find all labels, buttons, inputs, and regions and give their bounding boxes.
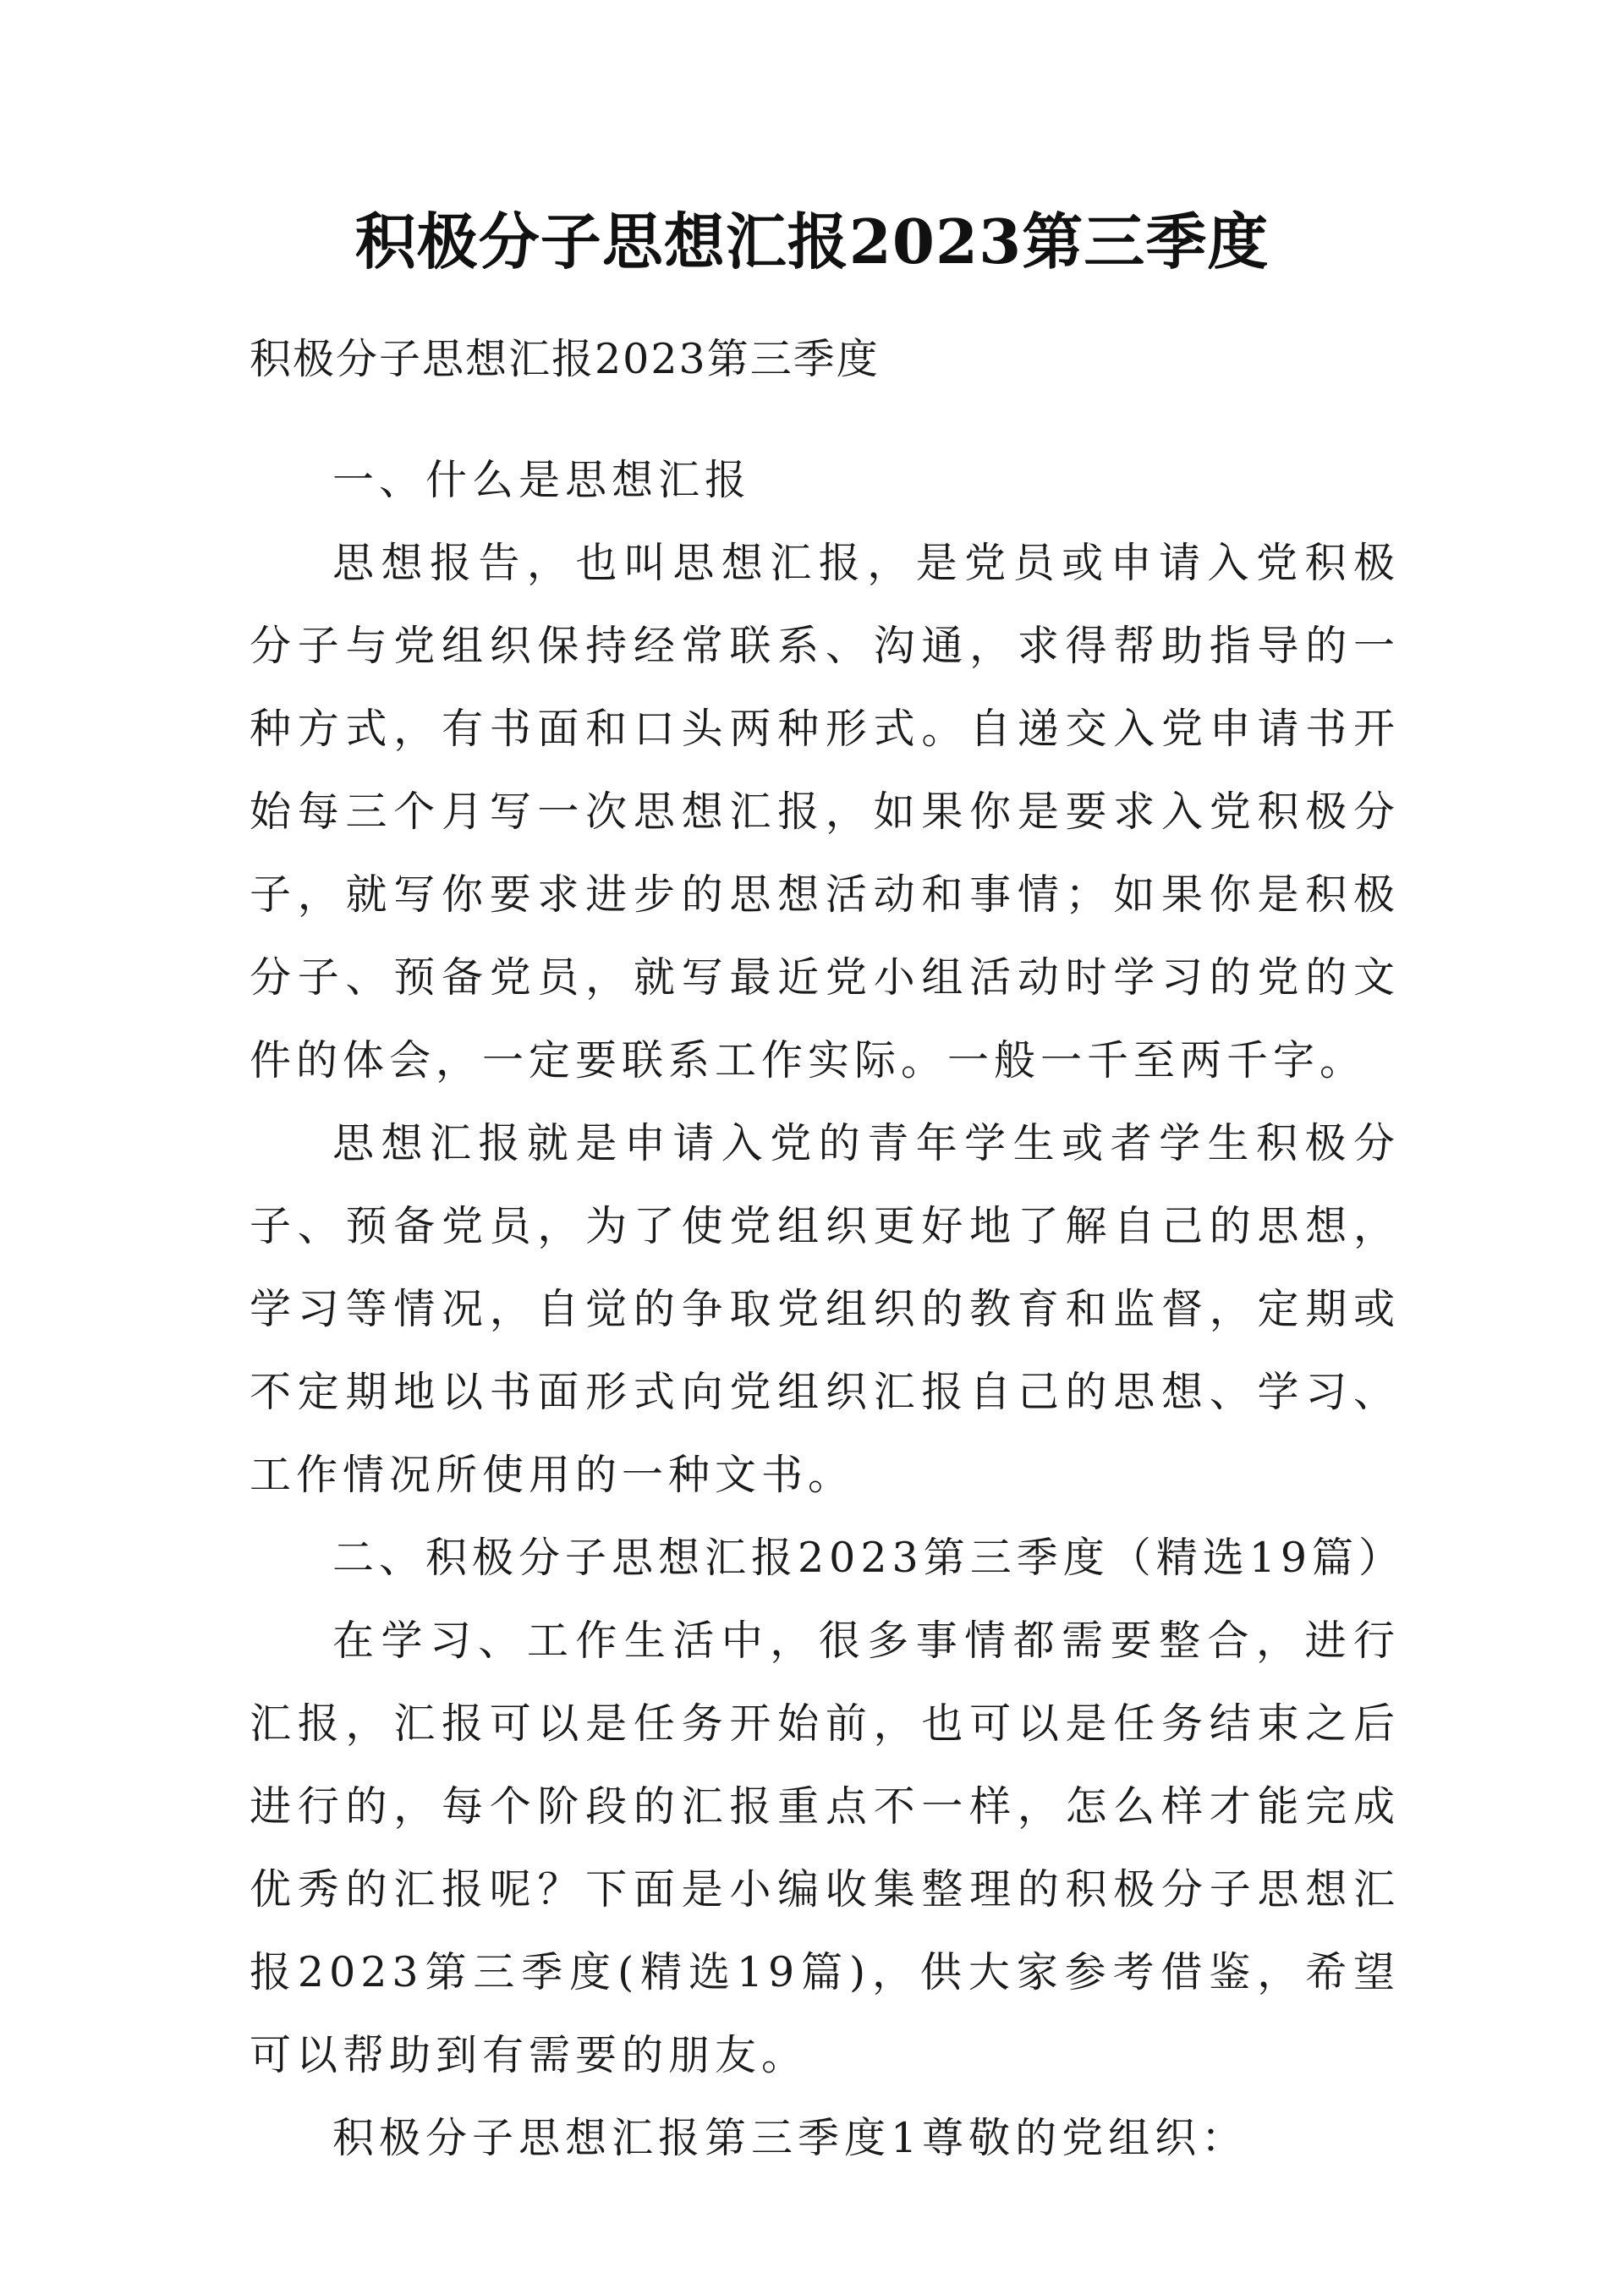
- section-heading: 一、什么是思想汇报: [332, 456, 752, 504]
- paragraph: 在学习、工作生活中，很多事情都需要整合，进行汇报，汇报可以是任务开始前，也可以是任务结束之后进行的，每个阶段的汇报重点不一样，怎么样才能完成优秀的汇报呢？下面是小编收集整理的积极分子思想汇报2023第三季度(精选19篇)，供大家参考借鉴，希望可以帮助到有需要的朋友。: [250, 1617, 1400, 2079]
- section-what-is-report: [250, 439, 1400, 1517]
- document-subtitle: 积极分子思想汇报2023第三季度: [250, 335, 880, 383]
- paragraph: 思想汇报就是申请入党的青年学生或者学生积极分子、预备党员，为了使党组织更好地了解自己的思想，学习等情况，自觉的争取党组织的教育和监督，定期或不定期地以书面形式向党组织汇报自己的思想、学习、工作情况所使用的一种文书。: [250, 1119, 1400, 1499]
- section-selected-reports: [250, 1517, 1406, 2180]
- document-title: 积极分子思想汇报2023第三季度: [354, 206, 1270, 277]
- section-heading: 二、积极分子思想汇报2023第三季度（精选19篇）: [332, 1534, 1406, 1582]
- paragraph: 积极分子思想汇报第三季度1尊敬的党组织：: [332, 2114, 1248, 2162]
- document-body: [250, 334, 1406, 2180]
- paragraph: 思想报告，也叫思想汇报，是党员或申请入党积极分子与党组织保持经常联系、沟通，求得帮助指导的一种方式，有书面和口头两种形式。自递交入党申请书开始每三个月写一次思想汇报，如果你是要求入党积极分子，就写你要求进步的思想活动和事情；如果你是积极分子、预备党员，就写最近党小组活动时学习的党的文件的体会，一定要联系工作实际。一般一千至两千字。: [250, 539, 1400, 1084]
